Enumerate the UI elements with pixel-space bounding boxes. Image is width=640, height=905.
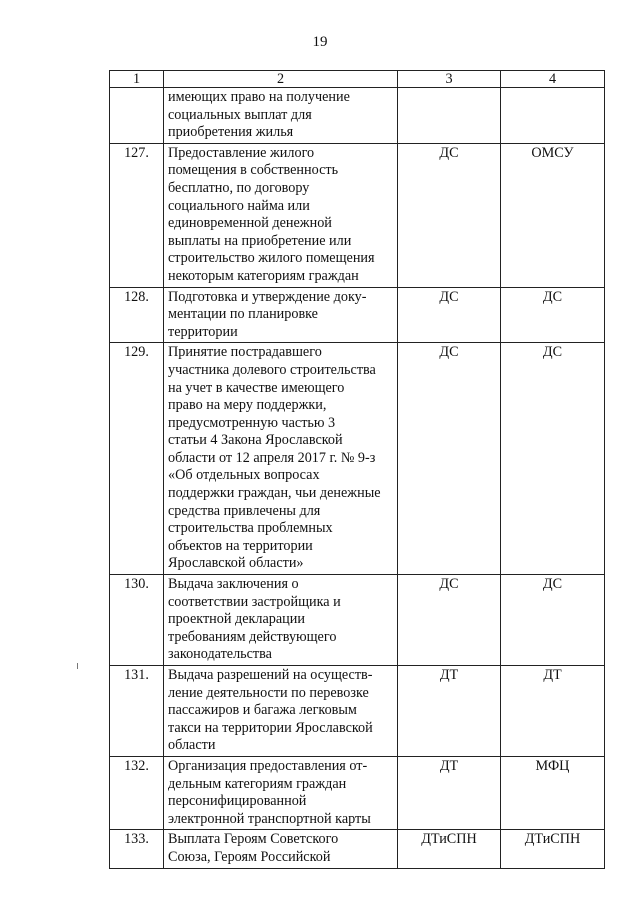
row-executor: ДС bbox=[398, 575, 501, 666]
row-description: Выплата Героям Советского Союза, Героям Российской bbox=[164, 830, 398, 868]
row-description: Предоставление жилого помещения в собственность бесплатно, по договору социального найма или единовременной денежной выплаты на приобретение или строительство жилого помещения некоторым категориям граждан bbox=[164, 143, 398, 287]
table-row bbox=[110, 666, 605, 757]
row-number: 130. bbox=[110, 575, 164, 666]
header-cell-2: 2 bbox=[164, 71, 398, 88]
row-number: 128. bbox=[110, 287, 164, 343]
header-cell-3: 3 bbox=[398, 71, 501, 88]
row-executor: ДС bbox=[398, 143, 501, 287]
row-description: имеющих право на получение социальных выплат для приобретения жилья bbox=[164, 88, 398, 144]
row-executor: ДТ bbox=[398, 756, 501, 829]
row-number: 129. bbox=[110, 343, 164, 575]
table-header-row bbox=[110, 71, 605, 88]
row-number: 133. bbox=[110, 830, 164, 868]
table-row bbox=[110, 343, 605, 575]
row-executor: ДС bbox=[398, 343, 501, 575]
row-number: 127. bbox=[110, 143, 164, 287]
row-provider: ДС bbox=[501, 287, 605, 343]
row-description: Выдача заключения о соответствии застройщика и проектной декларации требованиям действующего законодательства bbox=[164, 575, 398, 666]
row-provider: ДС bbox=[501, 575, 605, 666]
row-description: Выдача разрешений на осуществ- ление деятельности по перевозке пассажиров и багажа легковым такси на территории Ярославской области bbox=[164, 666, 398, 757]
page-number: 19 bbox=[312, 34, 328, 50]
table-row bbox=[110, 88, 605, 144]
table-row bbox=[110, 287, 605, 343]
row-number: 131. bbox=[110, 666, 164, 757]
table-row bbox=[110, 575, 605, 666]
row-executor: ДТиСПН bbox=[398, 830, 501, 868]
row-executor: ДТ bbox=[398, 666, 501, 757]
row-description: Организация предоставления от- дельным категориям граждан персонифицированной электронной транспортной карты bbox=[164, 756, 398, 829]
margin-mark bbox=[77, 663, 78, 669]
header-cell-4: 4 bbox=[501, 71, 605, 88]
table-row bbox=[110, 756, 605, 829]
row-provider: ДТ bbox=[501, 666, 605, 757]
row-provider: ДС bbox=[501, 343, 605, 575]
header-cell-1: 1 bbox=[110, 71, 164, 88]
table-row bbox=[110, 143, 605, 287]
row-description: Подготовка и утверждение доку- ментации по планировке территории bbox=[164, 287, 398, 343]
row-number: 132. bbox=[110, 756, 164, 829]
row-number bbox=[110, 88, 164, 144]
row-executor bbox=[398, 88, 501, 144]
services-table bbox=[109, 70, 605, 869]
row-provider: ДТиСПН bbox=[501, 830, 605, 868]
row-description: Принятие пострадавшего участника долевого строительства на учет в качестве имеющего право на меру поддержки, предусмотренную частью 3 статьи 4 Закона Ярославской области от 12 апреля 2017 г. № 9-з «Об отдельных вопросах поддержки граждан, чьи денежные средства привлечены для строительства проблемных объектов на территории Ярославской области» bbox=[164, 343, 398, 575]
row-provider: ОМСУ bbox=[501, 143, 605, 287]
table-row bbox=[110, 830, 605, 868]
row-executor: ДС bbox=[398, 287, 501, 343]
row-provider: МФЦ bbox=[501, 756, 605, 829]
row-provider bbox=[501, 88, 605, 144]
